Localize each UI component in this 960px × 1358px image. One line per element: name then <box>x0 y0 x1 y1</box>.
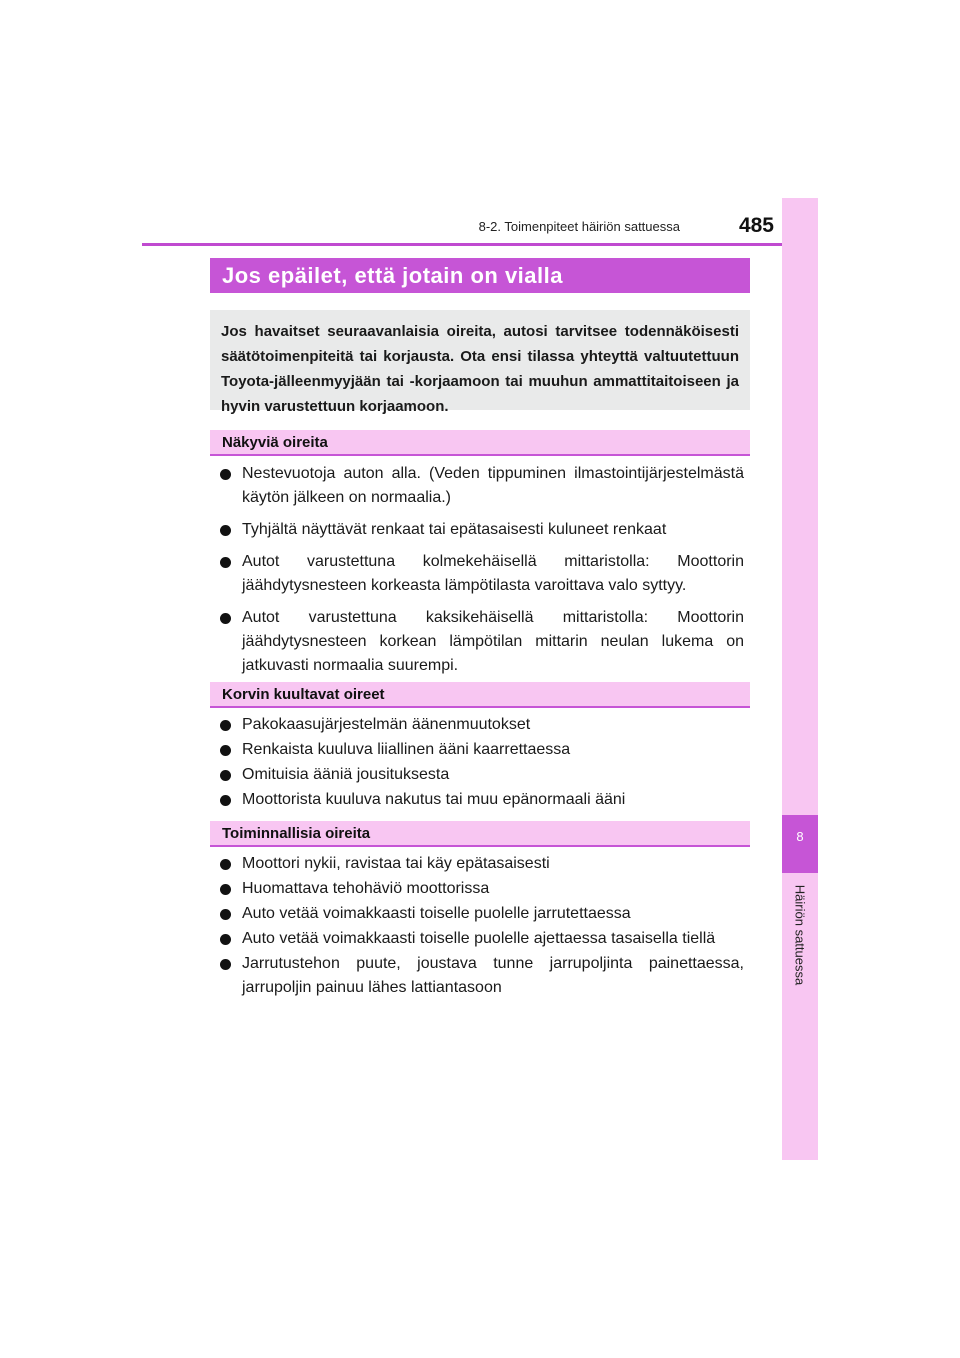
list-item: Pakokaasujärjestelmän äänenmuutokset <box>220 713 744 737</box>
bullet-icon <box>220 525 231 536</box>
bullet-icon <box>220 934 231 945</box>
list-item: Moottorista kuuluva nakutus tai muu epänormaali ääni <box>220 788 744 812</box>
list-item: Huomattava tehohäviö moottorissa <box>220 877 744 901</box>
list-item: Tyhjältä näyttävät renkaat tai epätasaisesti kuluneet renkaat <box>220 518 744 542</box>
list-visible-symptoms <box>220 462 744 678</box>
header-rule <box>142 243 818 246</box>
list-item: Autot varustettuna kolmekehäisellä mittaristolla: Moottorin jäähdytysnesteen korkeasta lämpötilasta varoittava valo syttyy. <box>220 550 744 598</box>
bullet-icon <box>220 469 231 480</box>
list-item: Jarrutustehon puute, joustava tunne jarrupoljinta painettaessa, jarrupoljin painuu lähes lattiantasoon <box>220 952 744 1000</box>
list-item: Autot varustettuna kaksikehäisellä mittaristolla: Moottorin jäähdytysnesteen korkean lämpötilan mittarin neulan lukema on jatkuvasti normaalia suurempi. <box>220 606 744 678</box>
bullet-icon <box>220 795 231 806</box>
bullet-icon <box>220 720 231 731</box>
page-title: Jos epäilet, että jotain on vialla <box>210 258 750 293</box>
bullet-icon <box>220 770 231 781</box>
list-item: Omituisia ääniä jousituksesta <box>220 763 744 787</box>
section-heading-audible: Korvin kuultavat oireet <box>210 682 750 708</box>
section-heading-visible: Näkyviä oireita <box>210 430 750 456</box>
list-audible-symptoms <box>220 713 744 812</box>
bullet-icon <box>220 909 231 920</box>
chapter-number: 8 <box>796 829 804 844</box>
list-item: Auto vetää voimakkaasti toiselle puolelle ajettaessa tasaisella tiellä <box>220 927 744 951</box>
bullet-icon <box>220 613 231 624</box>
list-item: Nestevuotoja auton alla. (Veden tippuminen ilmastointijärjestelmästä käytön jälkeen on normaalia.) <box>220 462 744 510</box>
bullet-icon <box>220 959 231 970</box>
chapter-tab-active <box>782 815 818 873</box>
list-item: Renkaista kuuluva liiallinen ääni kaarrettaessa <box>220 738 744 762</box>
page-number: 485 <box>738 214 774 237</box>
section-heading-functional: Toiminnallisia oireita <box>210 821 750 847</box>
bullet-icon <box>220 884 231 895</box>
list-item: Auto vetää voimakkaasti toiselle puolelle jarrutettaessa <box>220 902 744 926</box>
list-item: Moottori nykii, ravistaa tai käy epätasaisesti <box>220 852 744 876</box>
intro-box: Jos havaitset seuraavanlaisia oireita, autosi tarvitsee todennäköisesti säätötoimenpiteitä tai korjausta. Ota ensi tilassa yhteyttä valtuutettuun Toyota-jälleenmyyjään tai -korjaamoon tai muuhun ammattitaitoiseen ja hyvin varustettuun korjaamoon. <box>210 310 750 410</box>
bullet-icon <box>220 745 231 756</box>
section-label: 8-2. Toimenpiteet häiriön sattuessa <box>478 219 680 234</box>
chapter-title: Häiriön sattuessa <box>792 884 808 986</box>
list-functional-symptoms <box>220 852 744 1000</box>
bullet-icon <box>220 557 231 568</box>
chapter-side-tab <box>782 198 818 1160</box>
bullet-icon <box>220 859 231 870</box>
